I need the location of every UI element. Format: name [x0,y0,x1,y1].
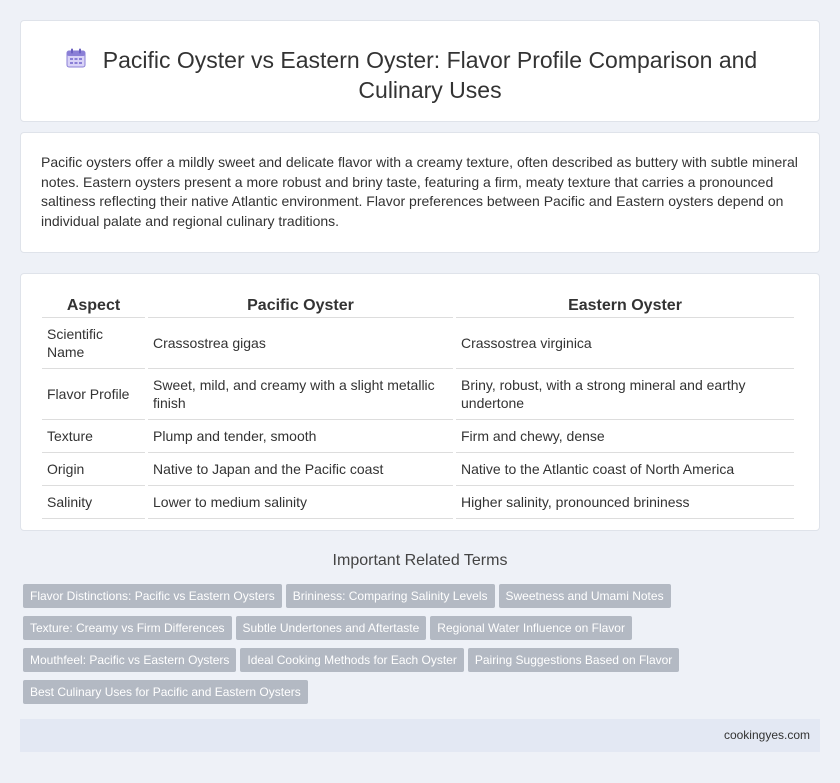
cell-eastern: Briny, robust, with a strong mineral and earthy undertone [456,369,794,420]
comparison-table [39,293,797,519]
table-header-row [42,293,794,318]
cell-aspect: Scientific Name [42,318,145,369]
tag-link[interactable]: Best Culinary Uses for Pacific and Eastern Oysters [23,680,308,704]
tag-link[interactable]: Sweetness and Umami Notes [499,584,671,608]
tag-link[interactable]: Mouthfeel: Pacific vs Eastern Oysters [23,648,236,672]
related-terms-section [20,552,820,570]
header-pacific: Pacific Oyster [148,293,453,318]
cell-pacific: Sweet, mild, and creamy with a slight metallic finish [148,369,453,420]
cell-eastern: Higher salinity, pronounced brininess [456,486,794,519]
footer-site[interactable]: cookingyes.com [723,728,810,742]
cell-pacific: Lower to medium salinity [148,486,453,519]
header-aspect: Aspect [42,293,145,318]
table-row [42,486,794,519]
page-title: Pacific Oyster vs Eastern Oyster: Flavor Profile Comparison and Culinary Uses [102,47,758,103]
footer [20,719,820,752]
cell-eastern: Crassostrea virginica [456,318,794,369]
related-terms-heading: Important Related Terms [332,552,508,569]
table-row [42,453,794,486]
cell-pacific: Native to Japan and the Pacific coast [148,453,453,486]
tag-link[interactable]: Ideal Cooking Methods for Each Oyster [240,648,463,672]
table-row [42,420,794,453]
cell-eastern: Native to the Atlantic coast of North America [456,453,794,486]
tag-link[interactable]: Regional Water Influence on Flavor [430,616,632,640]
table-row [42,369,794,420]
cell-pacific: Plump and tender, smooth [148,420,453,453]
tag-link[interactable]: Texture: Creamy vs Firm Differences [23,616,232,640]
cell-aspect: Salinity [42,486,145,519]
cell-aspect: Flavor Profile [42,369,145,420]
intro-card [20,132,820,253]
header-eastern: Eastern Oyster [456,293,794,318]
tag-link[interactable]: Flavor Distinctions: Pacific vs Eastern Oysters [23,584,282,608]
cell-eastern: Firm and chewy, dense [456,420,794,453]
tag-link[interactable]: Pairing Suggestions Based on Flavor [468,648,679,672]
cell-aspect: Origin [42,453,145,486]
cell-pacific: Crassostrea gigas [148,318,453,369]
title-card [20,20,820,122]
tag-link[interactable]: Brininess: Comparing Salinity Levels [286,584,495,608]
comparison-table-card [20,273,820,531]
intro-paragraph: Pacific oysters offer a mildly sweet and delicate flavor with a creamy texture, often described as buttery with subtle mineral notes. Eastern oysters present a more robust and briny taste, featuring a firm, meaty texture that carries a pronounced saltiness reflecting their native Atlantic environment. Flavor preferences between Pacific and Eastern oysters depend on individual palate and regional culinary traditions. [41,154,798,229]
table-row [42,318,794,369]
related-tags [23,584,813,712]
tag-link[interactable]: Subtle Undertones and Aftertaste [236,616,427,640]
cell-aspect: Texture [42,420,145,453]
